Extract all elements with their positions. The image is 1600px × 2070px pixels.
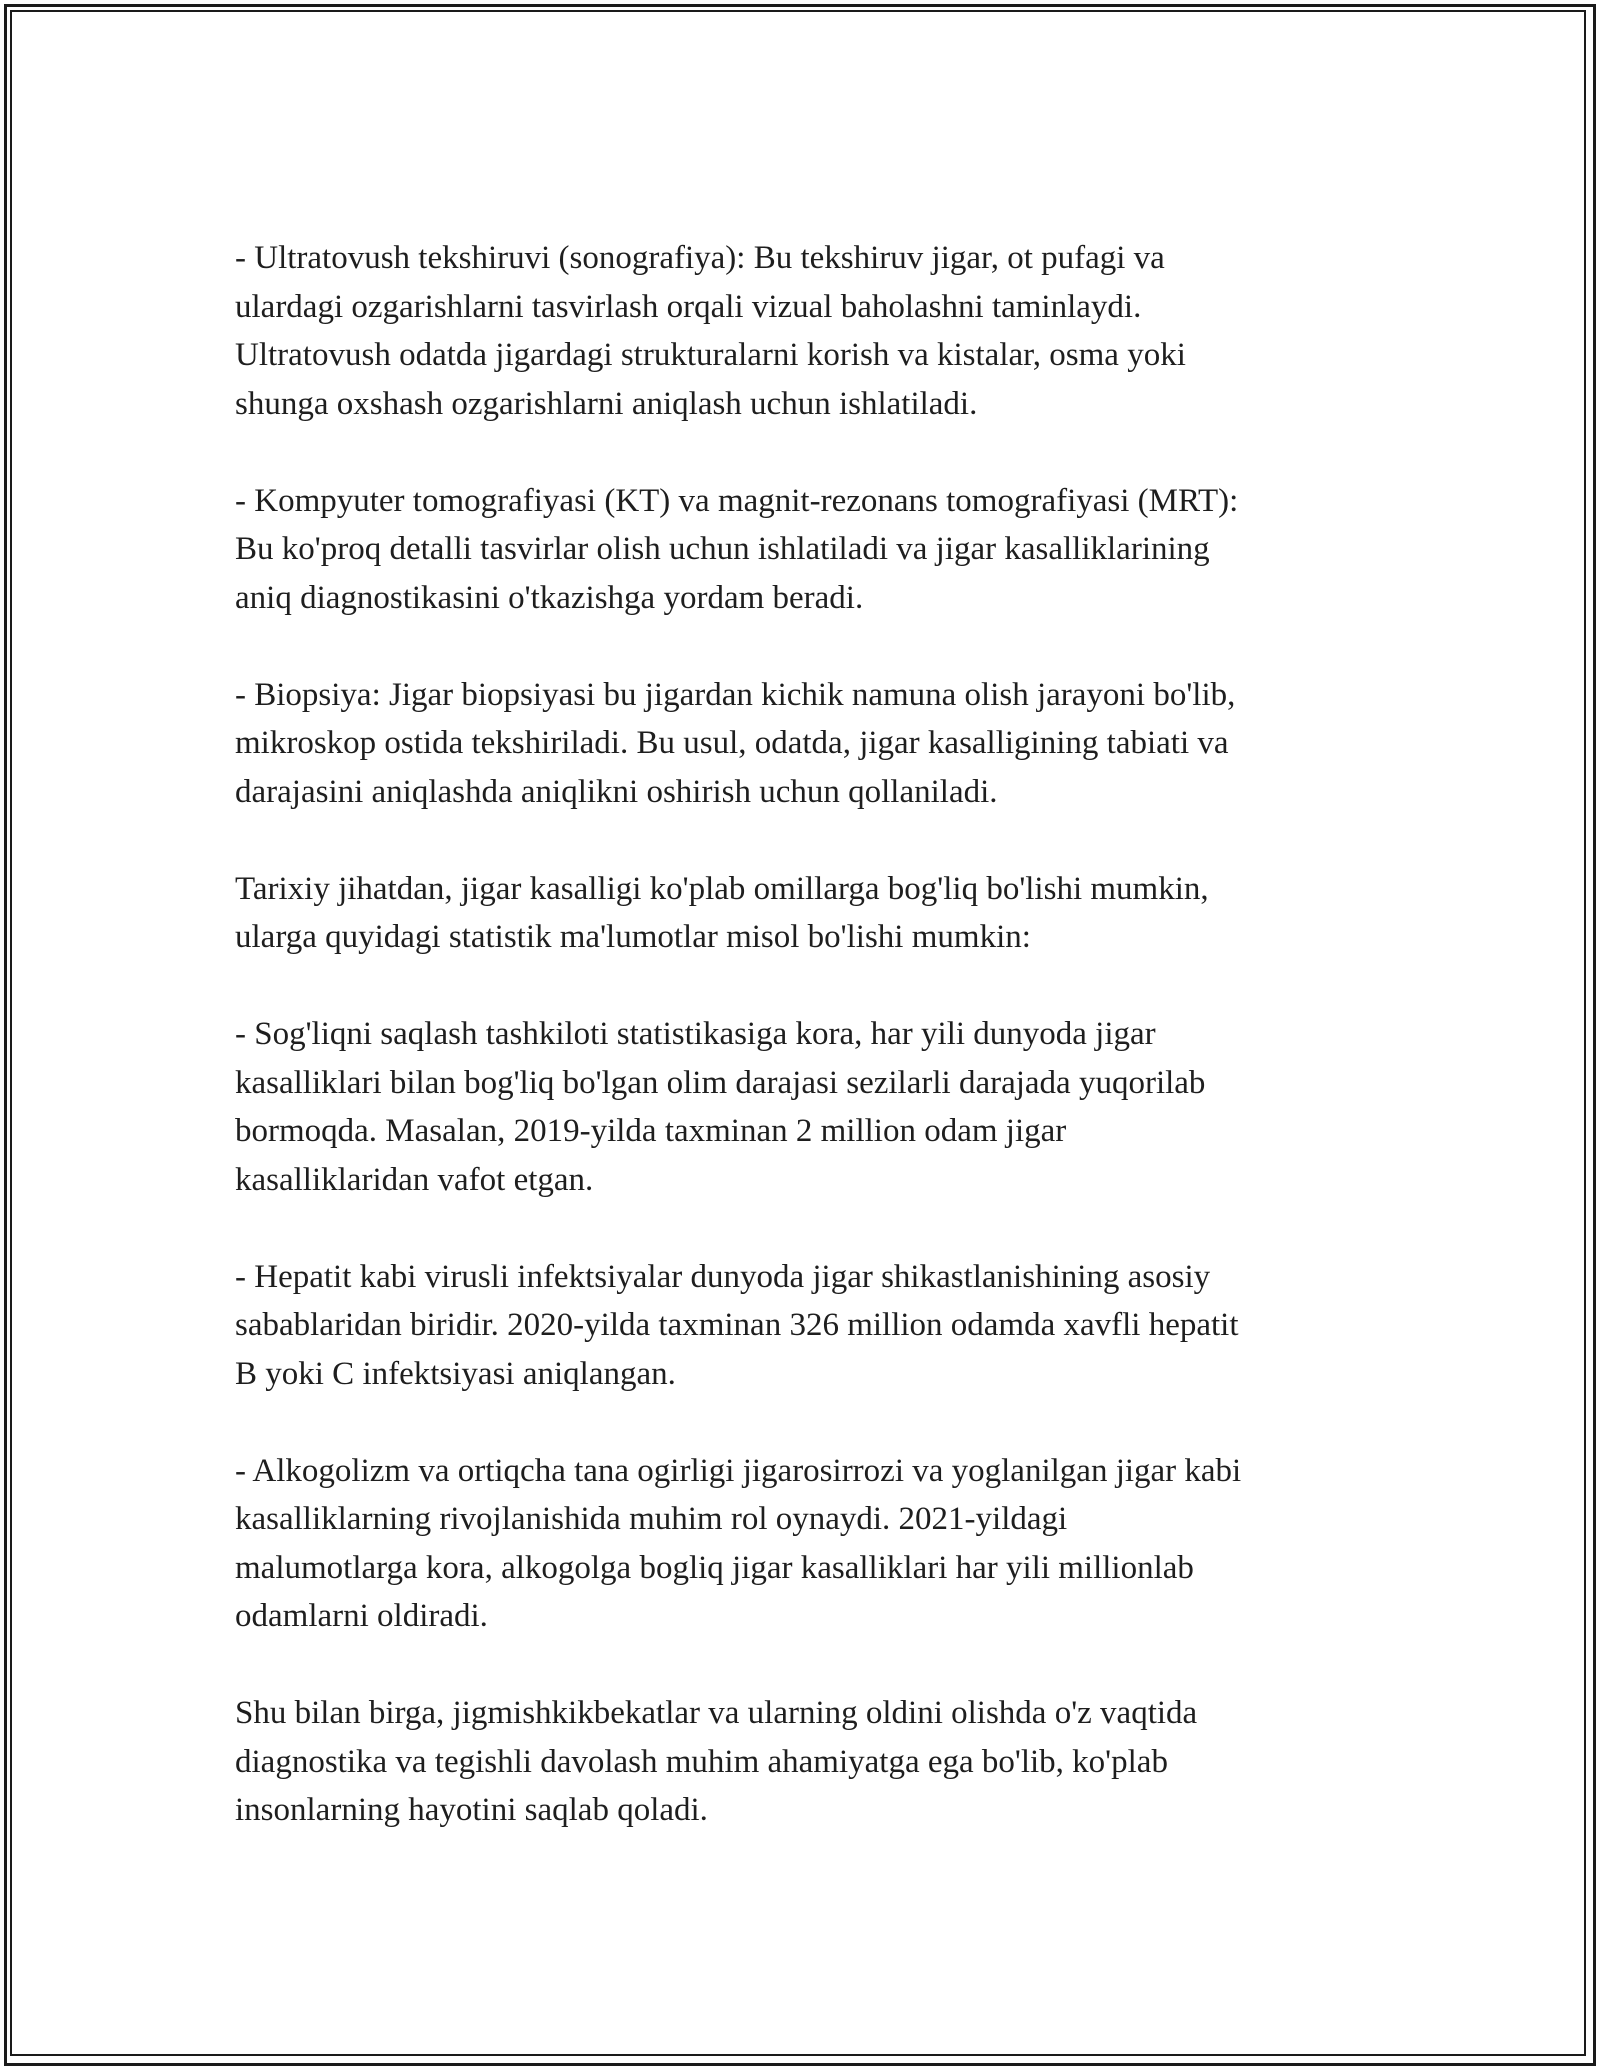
paragraph-hepatitis: - Hepatit kabi virusli infektsiyalar dunyoda jigar shikastlanishining asosiy sabablaridan biridir. 2020-yilda taxminan 326 million odamda xavfli hepatit B yoki C infektsiyasi aniqlangan. (235, 1258, 1239, 1392)
paragraph-who-stats: - Sog'liqni saqlash tashkiloti statistikasiga kora, har yili dunyoda jigar kasalliklari bilan bog'liq bo'lgan olim darajasi sezilarli darajada yuqorilab bormoqda. Masalan, 2019-yilda taxminan 2 million odam jigar kasalliklaridan vafot etgan. (235, 1016, 1206, 1198)
paragraph-alcohol: - Alkogolizm va ortiqcha tana ogirligi jigarosirrozi va yoglanilgan jigar kabi kasalliklarning rivojlanishida muhim rol oynaydi. 2021-yildagi malumotlarga kora, alkogolga bogliq jigar kasalliklari har yili millionlab odamlarni oldiradi. (235, 1452, 1242, 1634)
paragraph-ultrasound: - Ultratovush tekshiruvi (sonografiya): Bu tekshiruv jigar, ot pufagi va ulardagi ozgarishlarni tasvirlash orqali vizual baholashni taminlaydi. Ultratovush odatda jigardagi strukturalarni korish va kistalar, osma yoki shunga oxshash ozgarishlarni aniqlash uchun ishlatiladi. (235, 240, 1186, 422)
paragraph-history-intro: Tarixiy jihatdan, jigar kasalligi ko'plab omillarga bog'liq bo'lishi mumkin, ularga quyidagi statistik ma'lumotlar misol bo'lishi mumkin: (235, 870, 1209, 955)
document-body (235, 234, 1395, 1835)
paragraph-biopsy: - Biopsiya: Jigar biopsiyasi bu jigardan kichik namuna olish jarayoni bo'lib, mikroskop ostida tekshiriladi. Bu usul, odatda, jigar kasalligining tabiati va darajasini aniqlashda aniqlikni oshirish uchun qollaniladi. (235, 676, 1236, 810)
paragraph-conclusion: Shu bilan birga, jigmishkikbekatlar va ularning oldini olishda o'z vaqtida diagnostika va tegishli davolash muhim ahamiyatga ega bo'lib, ko'plab insonlarning hayotini saqlab qoladi. (235, 1695, 1198, 1828)
paragraph-ct-mri: - Kompyuter tomografiyasi (KT) va magnit-rezonans tomografiyasi (MRT): Bu ko'proq detalli tasvirlar olish uchun ishlatiladi va jigar kasalliklarining aniq diagnostikasini o'tkazishga yordam beradi. (235, 482, 1239, 616)
